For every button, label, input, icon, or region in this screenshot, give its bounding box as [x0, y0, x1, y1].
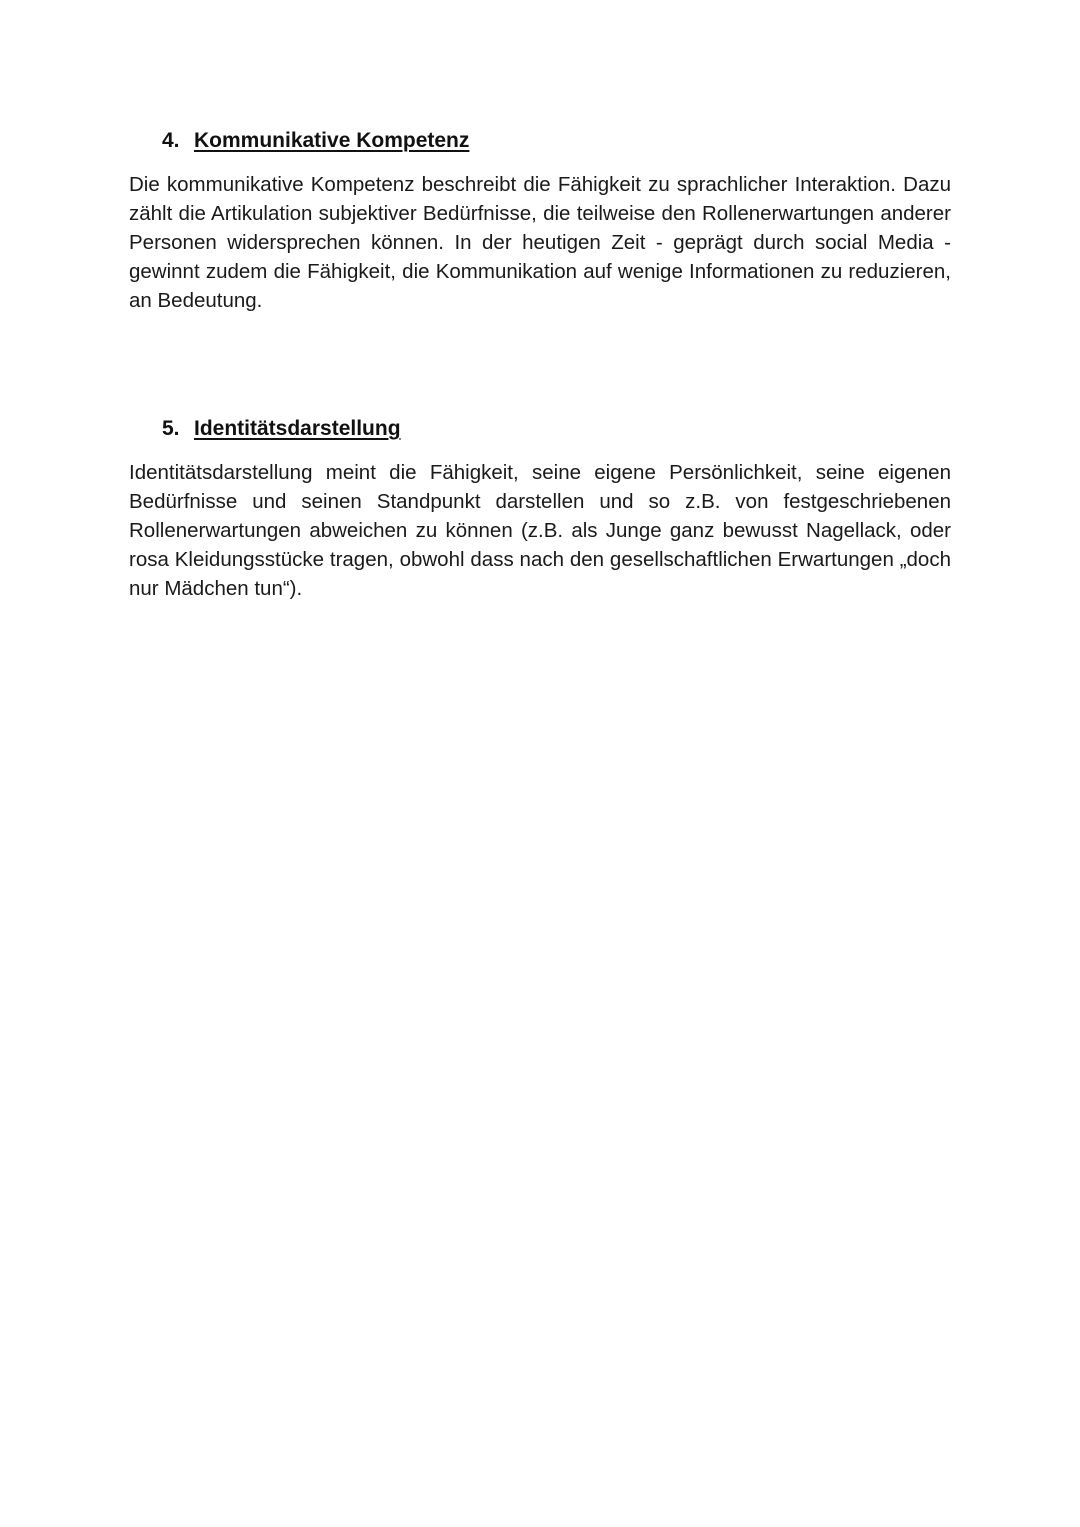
- section-heading: [162, 416, 951, 442]
- section-title: Kommunikative Kompetenz: [194, 129, 470, 152]
- section-heading: [162, 128, 951, 154]
- section-number: 5.: [162, 417, 180, 440]
- section-title: Identitätsdarstellung: [194, 417, 401, 440]
- section-body: Die kommunikative Kompetenz beschreibt die Fähigkeit zu sprachlicher Interaktion. Dazu zählt die Artikulation subjektiver Bedürfnisse, die teilweise den Rollenerwartungen anderer Personen widersprechen können. In der heutigen Zeit - geprägt durch social Media - gewinnt zudem die Fähigkeit, die Kommunikation auf wenige Informationen zu reduzieren, an Bedeutung.: [129, 173, 951, 312]
- section-kommunikative-kompetenz: [129, 128, 951, 315]
- section-body: Identitätsdarstellung meint die Fähigkeit, seine eigene Persönlichkeit, seine eigenen Bedürfnisse und seinen Standpunkt darstellen und so z.B. von festgeschriebenen Rollenerwartungen abweichen zu können (z.B. als Junge ganz bewusst Nagellack, oder rosa Kleidungsstücke tragen, obwohl dass nach den gesellschaftlichen Erwartungen „doch nur Mädchen tun“).: [129, 461, 951, 600]
- section-identitaetsdarstellung: [129, 416, 951, 603]
- section-number: 4.: [162, 129, 180, 152]
